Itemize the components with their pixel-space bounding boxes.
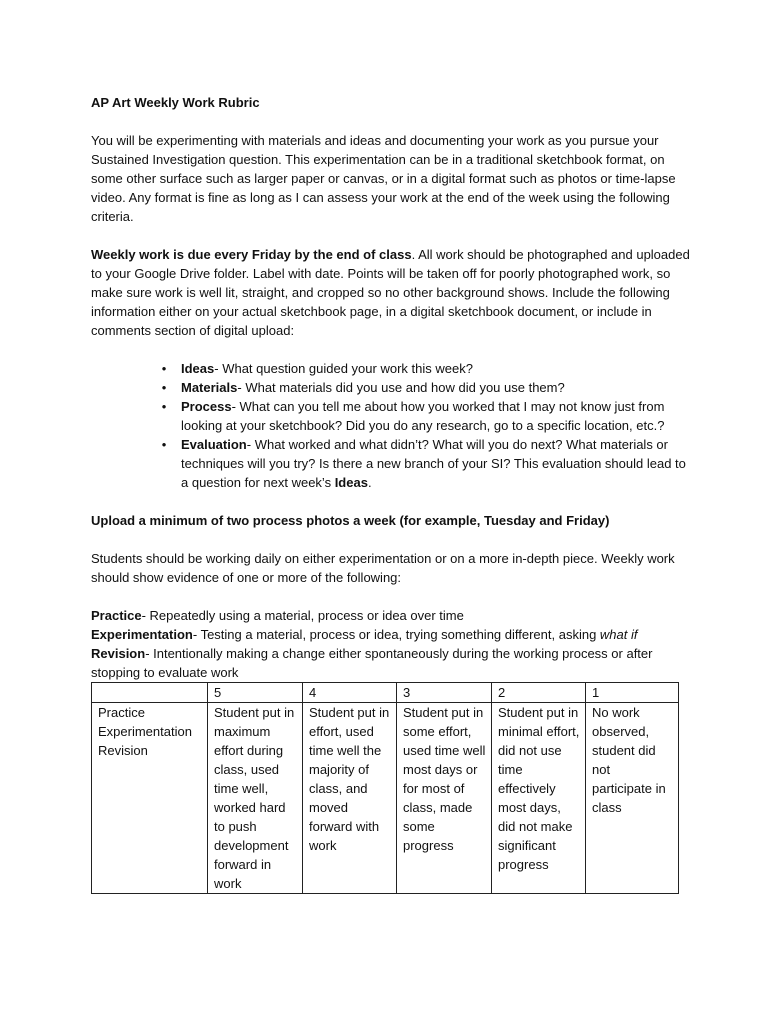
- header-cell: 3: [397, 683, 492, 703]
- criteria-list: [91, 359, 691, 492]
- list-item: [161, 359, 691, 378]
- document-body: [91, 93, 691, 894]
- criteria-tail: Ideas: [334, 475, 368, 490]
- page-title: AP Art Weekly Work Rubric: [91, 95, 260, 110]
- criteria-term: Evaluation: [181, 437, 247, 452]
- row-label-line: Practice: [98, 705, 145, 720]
- header-cell: 4: [303, 683, 397, 703]
- definition-italic: what if: [599, 627, 638, 642]
- row-label-cell: [92, 703, 208, 894]
- criteria-term: Materials: [181, 380, 238, 395]
- criteria-text: - What materials did you use and how did you use them?: [237, 380, 565, 395]
- definition-term: Practice: [91, 608, 142, 623]
- definition-practice: [91, 606, 691, 625]
- students-note: Students should be working daily on either experimentation or on a more in-depth piece. Weekly work should show evidence of one or more of the following:: [91, 551, 675, 585]
- intro-paragraph: You will be experimenting with materials and ideas and documenting your work as you pursue your Sustained Investigation question. This experimentation can be in a traditional sketchbook format, on some other surface such as larger paper or canvas, or in a digital format such as photos or time-lapse video. Any format is fine as long as I can assess your work at the end of the week using the following criteria.: [91, 133, 676, 224]
- table-cell: Student put in effort, used time well the majority of class, and moved forward with work: [303, 703, 397, 894]
- table-cell: Student put in some effort, used time well most days or for most of class, made some progress: [397, 703, 492, 894]
- bullet-icon: •: [161, 361, 167, 376]
- upload-note: Upload a minimum of two process photos a week (for example, Tuesday and Friday): [91, 513, 610, 528]
- definition-experimentation: [91, 625, 691, 644]
- definition-term: Experimentation: [91, 627, 193, 642]
- due-emphasis: Weekly work is due every Friday by the end of class: [91, 247, 412, 262]
- criteria-text: - What worked and what didn’t? What will you do next? What materials or techniques will you try? Is there a new branch of your SI? This evaluation should lead to a question for next week’s: [181, 437, 686, 490]
- definition-text: - Testing a material, process or idea, trying something different, asking: [192, 627, 600, 642]
- header-cell: 1: [586, 683, 679, 703]
- row-label-line: Revision: [98, 743, 148, 758]
- criteria-text: - What can you tell me about how you worked that I may not know just from looking at your sketchbook? Did you do any research, go to a specific location, etc.?: [181, 399, 665, 433]
- table-cell: Student put in maximum effort during class, used time well, worked hard to push development forward in work: [208, 703, 303, 894]
- criteria-text: - What question guided your work this week?: [214, 361, 473, 376]
- list-item: [161, 378, 691, 397]
- rubric-table: [91, 682, 679, 894]
- row-label-line: Experimentation: [98, 724, 192, 739]
- due-paragraph: [91, 245, 691, 340]
- table-header-row: [92, 683, 679, 703]
- criteria-term: Ideas: [181, 361, 215, 376]
- header-cell: [92, 683, 208, 703]
- header-cell: 2: [492, 683, 586, 703]
- definition-revision: [91, 644, 691, 682]
- list-item: [161, 397, 691, 435]
- bullet-icon: •: [161, 437, 167, 452]
- criteria-term: Process: [181, 399, 232, 414]
- definition-term: Revision: [91, 646, 146, 661]
- list-item: [161, 435, 691, 492]
- due-text: . All work should be photographed and uploaded to your Google Drive folder. Label with date. Points will be taken off for poorly photographed work, so make sure work is well lit, straight, and cropped so no other background shows. Include the following information either on your actual sketchbook page, in a digital sketchbook document, or include in comments section of digital upload:: [91, 247, 690, 338]
- table-row: [92, 703, 679, 894]
- bullet-icon: •: [161, 399, 167, 414]
- definition-text: - Intentionally making a change either spontaneously during the working process or after stopping to evaluate work: [91, 646, 653, 680]
- criteria-end: .: [367, 475, 372, 490]
- definition-text: - Repeatedly using a material, process or idea over time: [141, 608, 464, 623]
- table-cell: Student put in minimal effort, did not use time effectively most days, did not make significant progress: [492, 703, 586, 894]
- table-cell: No work observed, student did not participate in class: [586, 703, 679, 894]
- bullet-icon: •: [161, 380, 167, 395]
- header-cell: 5: [208, 683, 303, 703]
